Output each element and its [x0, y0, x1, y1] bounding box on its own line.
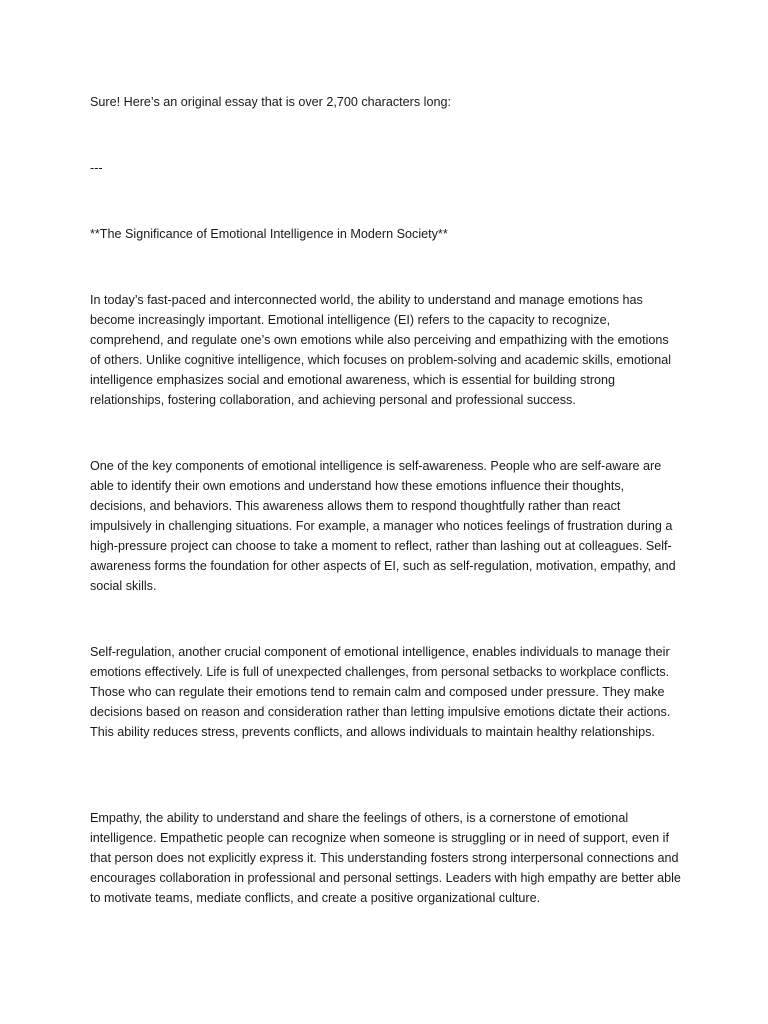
paragraph-self-regulation: Self-regulation, another crucial component of emotional intelligence, enables individuals to manage their emotions effectively. Life is full of unexpected challenges, from personal setbacks to workplace conflicts. Those who can regulate their emotions tend to remain calm and composed under pressure. They make decisions based on reason and consideration rather than letting impulsive emotions dictate their actions. This ability reduces stress, prevents conflicts, and allows individuals to maintain healthy relationships.: [90, 645, 671, 739]
paragraph-self-awareness: One of the key components of emotional intelligence is self-awareness. People who are self-aware are able to identify their own emotions and understand how these emotions influence their thoughts, decisions, and behaviors. This awareness allows them to respond thoughtfully rather than react impulsively in challenging situations. For example, a manager who notices feelings of frustration during a high-pressure project can choose to take a moment to reflect, rather than lashing out at colleagues. Self-awareness forms the foundation for other aspects of EI, such as self-regulation, motivation, empathy, and social skills.: [90, 459, 676, 593]
intro-line: Sure! Here’s an original essay that is over 2,700 characters long:: [90, 95, 451, 109]
paragraph-empathy: Empathy, the ability to understand and share the feelings of others, is a cornerstone of emotional intelligence. Empathetic people can recognize when someone is struggling or in need of support, even if that person does not explicitly express it. This understanding fosters strong interpersonal connections and encourages collaboration in professional and personal settings. Leaders with high empathy are better able to motivate teams, mediate conflicts, and create a positive organizational culture.: [90, 811, 681, 905]
separator-line: ---: [90, 161, 103, 175]
paragraph-intro: In today’s fast-paced and interconnected world, the ability to understand and manage emotions has become increasingly important. Emotional intelligence (EI) refers to the capacity to recognize, comprehend, and regulate one’s own emotions while also perceiving and empathizing with the emotions of others. Unlike cognitive intelligence, which focuses on problem-solving and academic skills, emotional intelligence emphasizes social and emotional awareness, which is essential for building strong relationships, fostering collaboration, and achieving personal and professional success.: [90, 293, 672, 407]
essay-title: **The Significance of Emotional Intelligence in Modern Society**: [90, 227, 448, 241]
